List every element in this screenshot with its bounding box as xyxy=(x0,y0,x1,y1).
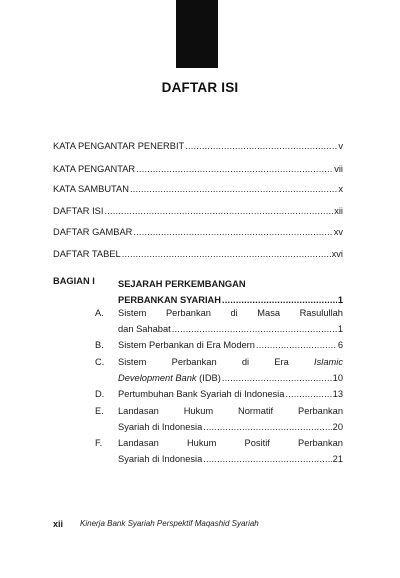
toc-entry xyxy=(53,140,343,152)
leader-dots xyxy=(136,163,333,175)
word: di xyxy=(230,308,238,318)
subsection-letter: A. xyxy=(95,308,104,318)
leader-dots xyxy=(172,321,337,337)
subsection-letter: B. xyxy=(95,340,104,350)
leader-dots xyxy=(256,337,337,353)
subsection-line2-text: Syariah di Indonesia xyxy=(118,454,203,464)
toc-entry-page: v xyxy=(338,141,343,151)
subsection-page: 21 xyxy=(332,454,343,464)
subsection-page: 1 xyxy=(337,324,343,334)
toc-entry-label: DAFTAR ISI xyxy=(53,206,104,216)
subsection-line2-text: Syariah di Indonesia xyxy=(118,422,203,432)
word: Perbankan xyxy=(298,438,343,448)
subsection-text xyxy=(118,354,343,386)
word: Landasan xyxy=(118,438,159,448)
subsection-line1 xyxy=(118,337,343,353)
toc-entry-label: DAFTAR GAMBAR xyxy=(53,227,133,237)
word: Hukum xyxy=(186,438,217,448)
word: Rasulullah xyxy=(299,308,343,318)
toc-entry-page: xii xyxy=(334,206,343,216)
term-suffix: (IDB) xyxy=(196,373,221,383)
word: Sistem xyxy=(118,308,147,318)
subsection-line1 xyxy=(118,435,343,451)
word: Era xyxy=(274,357,289,367)
word: Hukum xyxy=(183,406,214,416)
leader-dots xyxy=(222,370,332,386)
toc-entry-label: KATA PENGANTAR xyxy=(53,164,136,174)
word: Perbankan xyxy=(171,357,217,367)
subsection-line2-text xyxy=(118,370,221,386)
subsection-text xyxy=(118,337,343,353)
subsection-page: 20 xyxy=(332,422,343,432)
toc-entry-page: xv xyxy=(333,227,343,237)
subsection-letter: D. xyxy=(95,389,105,399)
toc-entry-page: x xyxy=(338,184,343,194)
word: di xyxy=(241,357,250,367)
subsection-line1-text: Sistem Perbankan di Era Modern xyxy=(118,340,255,350)
subsection-line1 xyxy=(118,354,343,370)
italic-term: Development Bank xyxy=(118,373,197,383)
toc-entry-label: DAFTAR TABEL xyxy=(53,249,121,259)
word: Perbankan xyxy=(298,406,343,416)
toc-entry-label: KATA PENGANTAR PENERBIT xyxy=(53,141,185,151)
subsection-line2-text: dan Sahabat xyxy=(118,324,171,334)
leader-dots xyxy=(203,419,331,435)
subsection-letter: C. xyxy=(95,357,105,367)
toc-entry xyxy=(53,183,343,195)
subsection-text xyxy=(118,403,343,435)
footer-page-number: xii xyxy=(53,519,64,529)
part-title xyxy=(118,276,343,308)
subsection-text xyxy=(118,386,343,402)
subsection-line1 xyxy=(118,386,343,402)
top-black-bar xyxy=(176,0,218,68)
leader-dots xyxy=(203,451,331,467)
subsection-line1-text: Pertumbuhan Bank Syariah di Indonesia xyxy=(118,389,285,399)
part-title-line1: SEJARAH PERKEMBANGAN xyxy=(118,279,246,289)
part-label: BAGIAN I xyxy=(53,276,95,286)
word: Masa xyxy=(257,308,281,318)
toc-entry-label: KATA SAMBUTAN xyxy=(53,184,129,194)
toc-entry-page: xvi xyxy=(331,249,343,259)
leader-dots xyxy=(185,140,337,152)
leader-dots xyxy=(133,226,332,238)
toc-entry xyxy=(53,248,343,260)
subsection-line2 xyxy=(118,370,343,386)
toc-entry xyxy=(53,226,343,238)
subsection-text xyxy=(118,435,343,467)
subsection-page: 6 xyxy=(337,340,343,350)
subsection-text xyxy=(118,305,343,337)
subsection-line1 xyxy=(118,403,343,419)
part-page: 1 xyxy=(337,295,343,305)
part-title-line2: PERBANKAN SYARIAH xyxy=(118,295,221,305)
leader-dots xyxy=(104,205,333,217)
toc-entry xyxy=(53,163,343,175)
word: Normatif xyxy=(238,406,274,416)
subsection-line2 xyxy=(118,321,343,337)
subsection-line2 xyxy=(118,419,343,435)
word: Landasan xyxy=(118,406,159,416)
word: Positif xyxy=(244,438,270,448)
toc-entry xyxy=(53,205,343,217)
subsection-page: 10 xyxy=(332,373,343,383)
subsection-line2 xyxy=(118,451,343,467)
subsection-page: 13 xyxy=(332,389,343,399)
subsection-letter: E. xyxy=(95,406,104,416)
leader-dots xyxy=(130,183,337,195)
page-title: DAFTAR ISI xyxy=(161,80,239,95)
subsection-letter: F. xyxy=(95,438,103,448)
word: Sistem xyxy=(118,357,147,367)
footer-running-title: Kinerja Bank Syariah Perspektif Maqashid Syariah xyxy=(80,519,259,528)
leader-dots xyxy=(122,248,331,260)
subsection-line1 xyxy=(118,305,343,321)
toc-entry-page: vii xyxy=(334,164,343,174)
word-italic: Islamic xyxy=(314,357,343,367)
leader-dots xyxy=(285,386,331,402)
word: Perbankan xyxy=(165,308,211,318)
